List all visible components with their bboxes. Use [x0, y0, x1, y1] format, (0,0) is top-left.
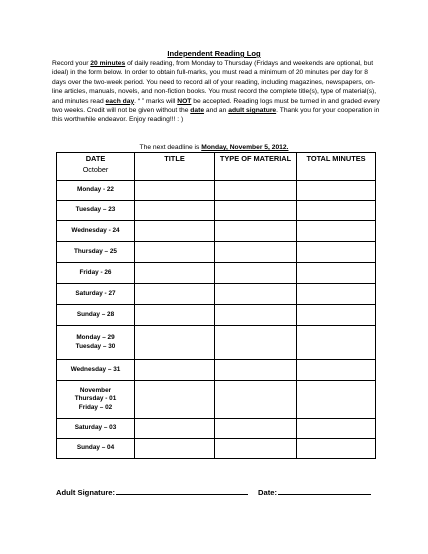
table-row	[57, 242, 376, 263]
date-field	[258, 486, 371, 497]
minutes-cell[interactable]	[297, 201, 376, 221]
type-cell[interactable]	[215, 221, 297, 242]
minutes-cell[interactable]	[297, 439, 376, 459]
day-cell: Tuesday – 23	[57, 201, 135, 221]
intro-text-6: . Thank you for your cooperation in this worthwhile endeavor. Enjoy reading!!! : )	[52, 107, 380, 124]
day-cell: November Thursday - 01 Friday – 02	[57, 381, 135, 419]
adult-signature-field	[56, 486, 248, 497]
minutes-cell[interactable]	[297, 381, 376, 419]
intro-not: NOT	[177, 97, 192, 105]
date-line[interactable]	[278, 486, 371, 495]
type-column-header: TYPE OF MATERIAL	[215, 153, 297, 181]
day-cell: Wednesday – 31	[57, 360, 135, 381]
minutes-cell[interactable]	[297, 305, 376, 326]
title-cell[interactable]	[135, 381, 215, 419]
type-cell[interactable]	[215, 181, 297, 201]
title-cell[interactable]	[135, 326, 215, 360]
table-row	[57, 381, 376, 419]
title-cell[interactable]	[135, 439, 215, 459]
table-row	[57, 360, 376, 381]
table-row	[57, 263, 376, 284]
intro-each-day: each day	[105, 97, 135, 105]
day-cell: Monday – 29 Tuesday – 30	[57, 326, 135, 360]
title-column-header: TITLE	[135, 153, 215, 181]
deadline-date: Monday, November 5, 2012.	[201, 144, 289, 151]
title-cell[interactable]	[135, 305, 215, 326]
month-label: October	[82, 165, 109, 174]
minutes-cell[interactable]	[297, 221, 376, 242]
day-cell: Sunday – 04	[57, 439, 135, 459]
intro-text-2: of daily reading, from Monday to Thursday (Fridays and weekends are optional, but ideal) in the form below. In order to obtain full-marks, you must read a minimum of 20 minutes per day for 8 days over the two-week period. You need to record all of your reading, including magazines, newspapers, on-line articles, manuals, novels, and non-fiction books. You must record the complete title(s), type of material(s), and minutes read	[52, 60, 377, 105]
title-cell[interactable]	[135, 360, 215, 381]
table-row	[57, 201, 376, 221]
day-cell: Thursday – 25	[57, 242, 135, 263]
intro-text-1: Record your	[52, 60, 91, 67]
day-cell: Monday - 22	[57, 181, 135, 201]
minutes-cell[interactable]	[297, 326, 376, 360]
intro-minutes: 20 minutes	[90, 60, 126, 67]
title-cell[interactable]	[135, 181, 215, 201]
type-cell[interactable]	[215, 201, 297, 221]
date-label: Date:	[258, 488, 277, 497]
document-title: Independent Reading Log	[167, 49, 261, 58]
type-cell[interactable]	[215, 439, 297, 459]
table-row	[57, 284, 376, 305]
day-cell: Saturday – 03	[57, 419, 135, 439]
table-row	[57, 305, 376, 326]
title-cell[interactable]	[135, 221, 215, 242]
table-row	[57, 439, 376, 459]
day-cell: Wednesday - 24	[57, 221, 135, 242]
adult-signature-line[interactable]	[116, 486, 248, 495]
title-cell[interactable]	[135, 284, 215, 305]
type-cell[interactable]	[215, 326, 297, 360]
deadline-line	[0, 144, 428, 151]
type-cell[interactable]	[215, 284, 297, 305]
type-cell[interactable]	[215, 419, 297, 439]
table-header-row	[57, 153, 376, 181]
minutes-cell[interactable]	[297, 181, 376, 201]
minutes-cell[interactable]	[297, 284, 376, 305]
minutes-cell[interactable]	[297, 263, 376, 284]
title-cell[interactable]	[135, 242, 215, 263]
table-row	[57, 419, 376, 439]
instructions-paragraph	[52, 59, 380, 125]
intro-text-5: and an	[204, 107, 229, 115]
type-cell[interactable]	[215, 381, 297, 419]
adult-signature-label: Adult Signature:	[56, 488, 116, 497]
title-cell[interactable]	[135, 201, 215, 221]
table-row	[57, 181, 376, 201]
intro-date-word: date	[190, 107, 205, 115]
type-cell[interactable]	[215, 263, 297, 284]
table-row	[57, 326, 376, 360]
deadline-prefix: The next deadline is	[139, 144, 202, 151]
minutes-cell[interactable]	[297, 360, 376, 381]
total-minutes-column-header: TOTAL MINUTES	[297, 153, 376, 181]
minutes-cell[interactable]	[297, 242, 376, 263]
day-cell: Friday - 26	[57, 263, 135, 284]
type-cell[interactable]	[215, 242, 297, 263]
type-cell[interactable]	[215, 305, 297, 326]
type-cell[interactable]	[215, 360, 297, 381]
day-cell: Sunday – 28	[57, 305, 135, 326]
intro-text-3: . “ ” marks will	[134, 97, 178, 105]
reading-log-table	[56, 152, 376, 459]
title-cell[interactable]	[135, 419, 215, 439]
title-cell[interactable]	[135, 263, 215, 284]
table-row	[57, 221, 376, 242]
intro-adult-signature: adult signature	[228, 107, 277, 115]
date-column-header: DATE October	[57, 153, 135, 181]
intro-text-4: be accepted. Reading logs must be turned in and graded every two weeks. Credit will not be given without the	[52, 97, 380, 115]
day-cell: Saturday - 27	[57, 284, 135, 305]
minutes-cell[interactable]	[297, 419, 376, 439]
